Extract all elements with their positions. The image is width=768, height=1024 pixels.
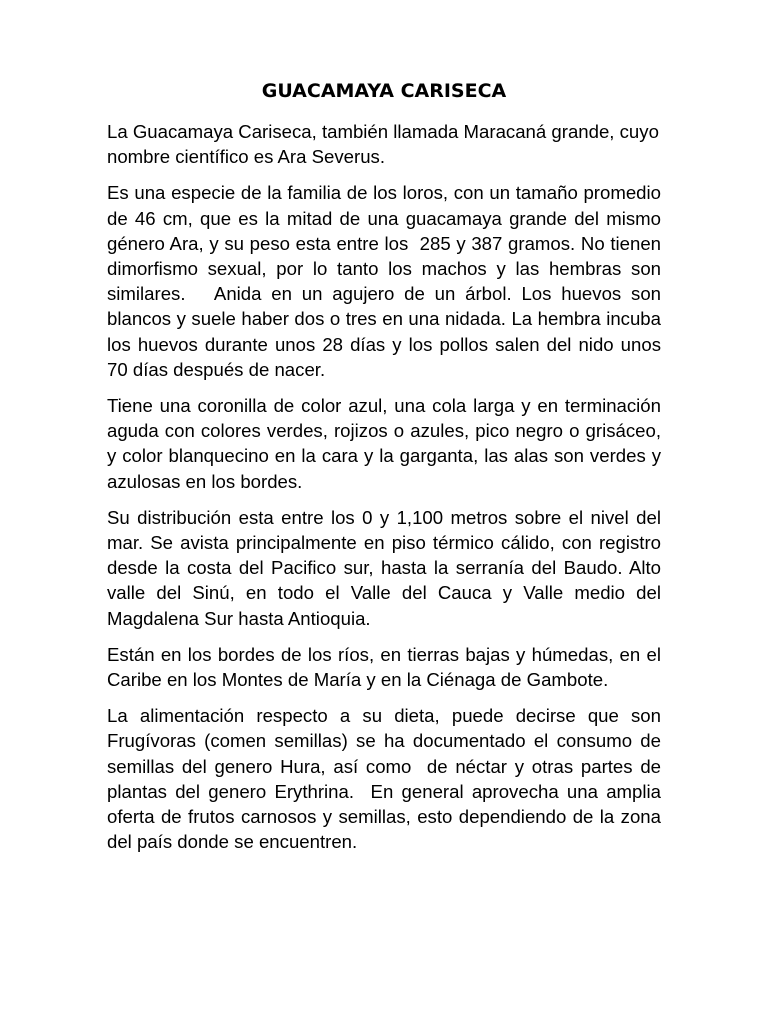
document-page [107,76,667,865]
paragraph-description: Es una especie de la familia de los loros, con un tamaño promedio de 46 cm, que es la mitad de una guacamaya grande del mismo género Ara, y su peso esta entre los 285 y 387 gramos. No tienen dimorfismo sexual, por lo tanto los machos y las hembras son similares. Anida en un agujero de un árbol. Los huevos son blancos y suele haber dos o tres en una nidada. La hembra incuba los huevos durante unos 28 días y los pollos salen del nido unos 70 días después de nacer. [107,182,667,380]
paragraph-habitat: Están en los bordes de los ríos, en tierras bajas y húmedas, en el Caribe en los Montes de María y en la Ciénaga de Gambote. [107,643,667,691]
paragraph-distribution: Su distribución esta entre los 0 y 1,100 metros sobre el nivel del mar. Se avista principalmente en piso térmico cálido, con registro desde la costa del Pacifico sur, hasta la serranía del Baudo. Alto valle del Sinú, en todo el Valle del Cauca y Valle medio del Magdalena Sur hasta Antioquia. [107,506,667,629]
paragraph-intro: La Guacamaya Cariseca, también llamada Maracaná grande, cuyo nombre científico es Ara Severus. [107,121,665,168]
paragraph-diet: La alimentación respecto a su dieta, puede decirse que son Frugívoras (comen semillas) se ha documentado el consumo de semillas del genero Hura, así como de néctar y otras partes de plantas del genero Erythrina. En general aprovecha una amplia oferta de frutos carnosos y semillas, esto dependiendo de la zona del país donde se encuentren. [107,705,667,853]
document-title: GUACAMAYA CARISECA [261,80,507,102]
paragraph-appearance: Tiene una coronilla de color azul, una cola larga y en terminación aguda con colores verdes, rojizos o azules, pico negro o grisáceo, y color blanquecino en la cara y la garganta, las alas son verdes y azulosas en los bordes. [107,395,667,492]
